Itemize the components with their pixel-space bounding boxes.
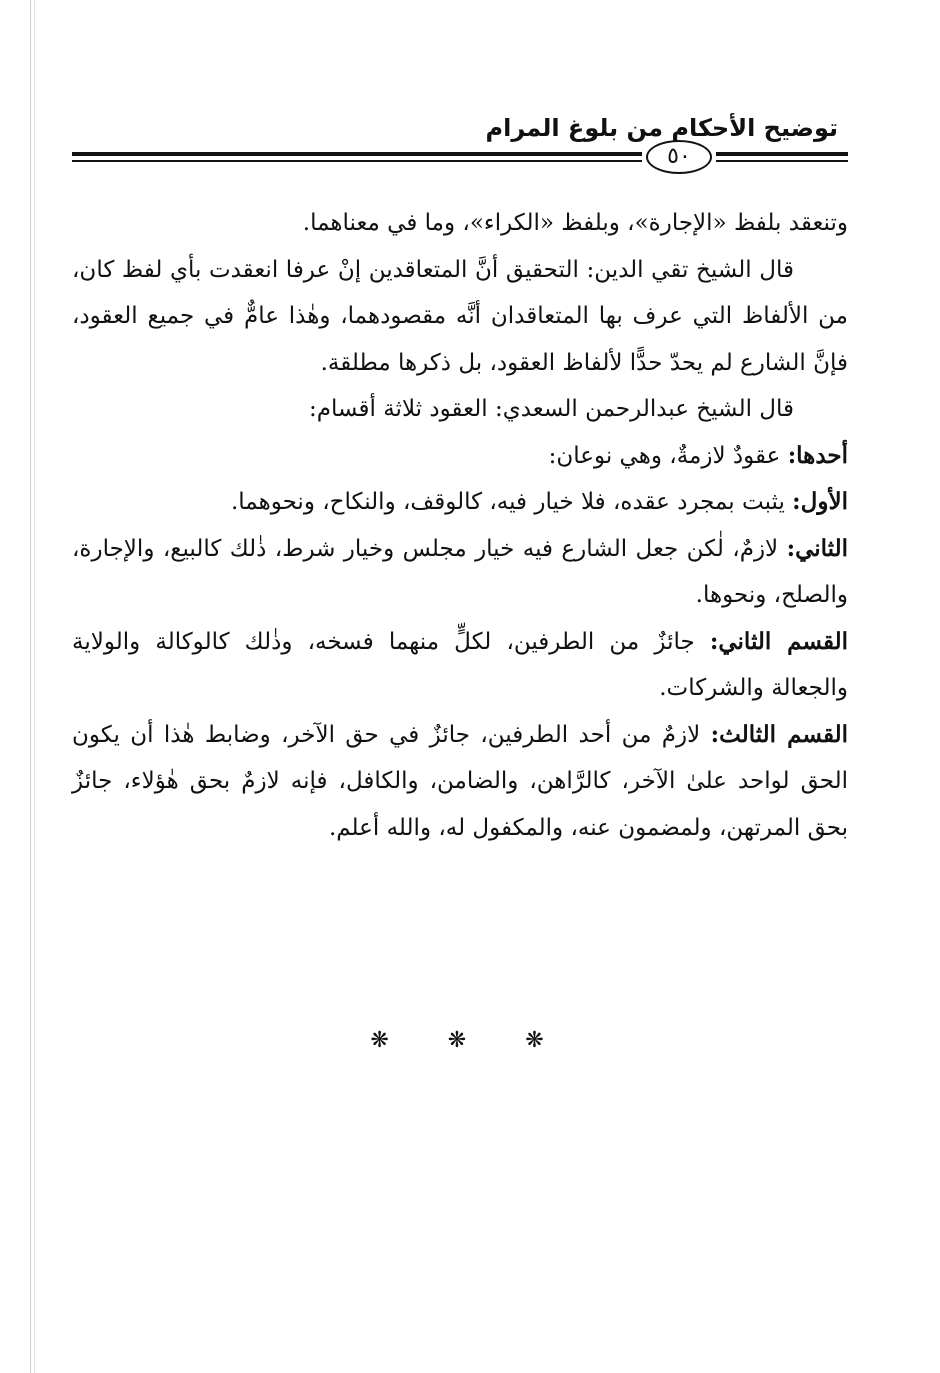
paragraph: [72, 619, 848, 712]
header-rule-right: [716, 152, 848, 166]
paragraph-text: لازمٌ من أحد الطرفين، جائزٌ في حق الآخر، وضابط هٰذا أن يكون الحق لواحد علىٰ الآخر، كالرَّاهن، والضامن، والكافل، فإنه لازمٌ بحق هٰؤلاء، جائزٌ بحق المرتهن، ولمضمون عنه، والمكفول له، والله أعلم.: [72, 721, 848, 841]
header-rule-left: [72, 152, 642, 166]
paragraph-lead: القسم الثاني:: [709, 627, 848, 655]
paragraph-lead: أحدها:: [787, 441, 848, 469]
paragraph: [72, 712, 848, 852]
paragraph-text: لازمٌ، لٰكن جعل الشارع فيه خيار مجلس وخيار شرط، ذٰلك كالبيع، والإجارة، والصلح، ونحوها.: [72, 535, 848, 608]
paragraph-lead: الثاني:: [786, 534, 849, 562]
paragraph-text: قال الشيخ عبدالرحمن السعدي: العقود ثلاثة أقسام:: [309, 396, 794, 422]
paragraph: [72, 526, 848, 619]
paragraph-text: عقودٌ لازمةٌ، وهي نوعان:: [548, 442, 781, 469]
paragraph: [72, 247, 848, 387]
paragraph: [72, 433, 848, 480]
paragraph-text: يثبت بمجرد عقده، فلا خيار فيه، كالوقف، والنكاح، ونحوهما.: [230, 489, 785, 515]
scan-edge-line: [30, 0, 31, 1373]
section-separator: ❋ ❋ ❋: [370, 1028, 570, 1053]
paragraph-text: وتنعقد بلفظ «الإجارة»، وبلفظ «الكراء»، وما في معناهما.: [302, 210, 848, 236]
paragraph-text: قال الشيخ تقي الدين: التحقيق أنَّ المتعاقدين إنْ عرفا انعقدت بأي لفظ كان، من الألفاظ التي عرف بها المتعاقدان أنَّه مقصودهما، وهٰذا عامٌّ في جميع العقود، فإنَّ الشارع لم يحدّ حدًّا لألفاظ العقود، بل ذكرها مطلقة.: [72, 256, 848, 376]
scan-edge-line-secondary: [34, 0, 35, 1373]
paragraph: [72, 386, 848, 433]
paragraph-text: جائزٌ من الطرفين، لكلٍّ منهما فسخه، وذٰلك كالوكالة والولاية والجعالة والشركات.: [72, 628, 848, 701]
paragraph-lead: القسم الثالث:: [710, 720, 848, 748]
paragraph: [72, 479, 848, 526]
main-text: [72, 200, 848, 851]
page-header: [72, 108, 848, 188]
paragraph: [72, 200, 848, 247]
paragraph-lead: الأول:: [792, 488, 848, 515]
page-number-badge: ٥٠: [646, 140, 712, 174]
book-title: توضيح الأحكام من بلوغ المرام: [485, 114, 838, 142]
